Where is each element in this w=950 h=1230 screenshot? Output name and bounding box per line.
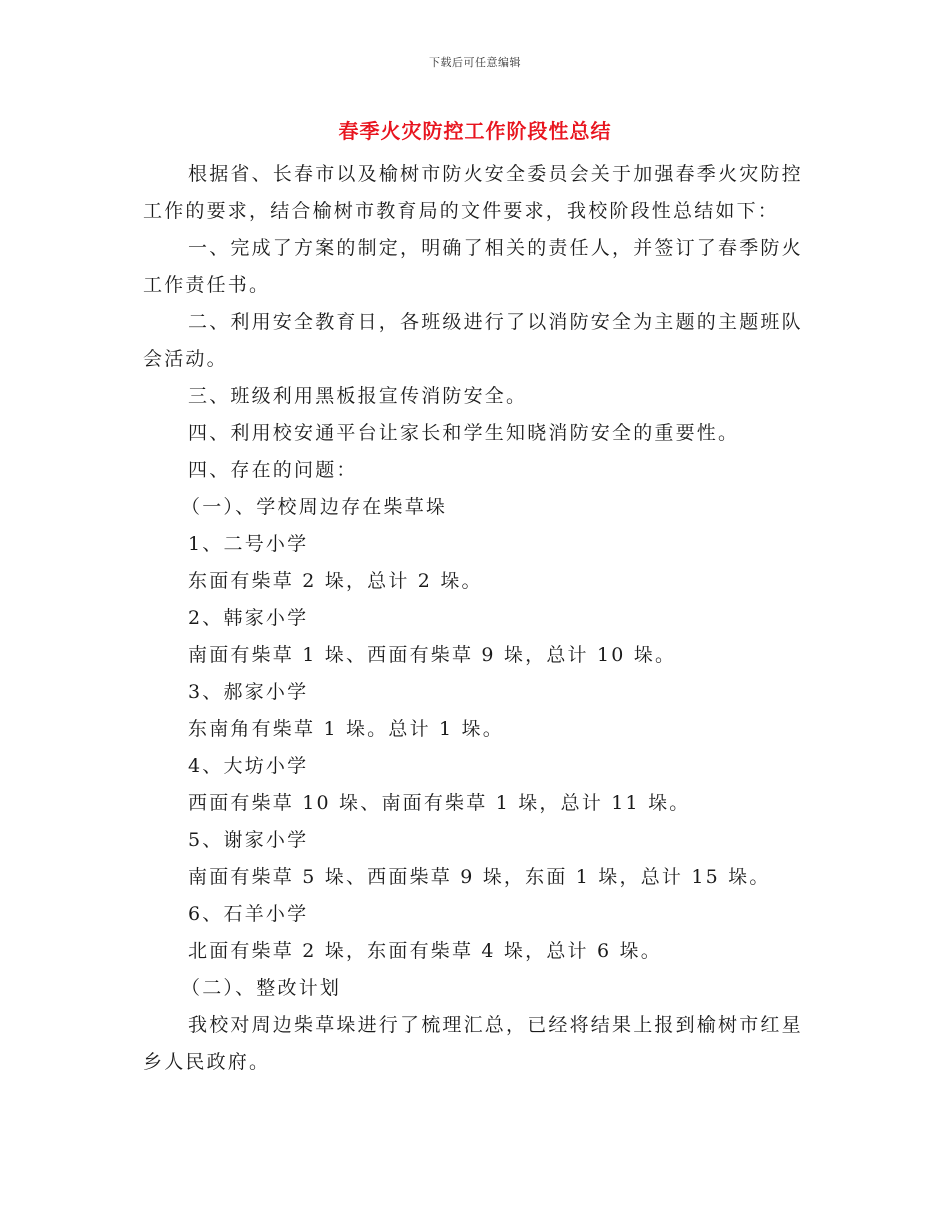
- document-title: 春季火灾防控工作阶段性总结: [338, 119, 612, 143]
- paragraph-conclusion: 我校对周边柴草垛进行了梳理汇总，已经将结果上报到榆树市红星乡人民政府。: [143, 1014, 803, 1073]
- list-item-detail-6: 北面有柴草 2 垛，东面有柴草 4 垛，总计 6 垛。: [188, 940, 662, 962]
- header-note: 下载后可任意编辑: [429, 56, 521, 69]
- list-item-detail-5: 南面有柴草 5 垛、西面柴草 9 垛，东面 1 垛，总计 15 垛。: [188, 866, 771, 888]
- paragraph-point-4: 四、利用校安通平台让家长和学生知晓消防安全的重要性。: [188, 422, 740, 444]
- list-item-detail-4: 西面有柴草 10 垛、南面有柴草 1 垛，总计 11 垛。: [188, 792, 691, 814]
- document-body: [143, 156, 808, 1081]
- list-item-school-6: 6、石羊小学: [188, 903, 309, 925]
- paragraph-point-3: 三、班级利用黑板报宣传消防安全。: [188, 385, 528, 407]
- list-item-school-3: 3、郝家小学: [188, 681, 309, 703]
- list-item-detail-2: 南面有柴草 1 垛、西面有柴草 9 垛，总计 10 垛。: [188, 644, 677, 666]
- list-item-detail-3: 东南角有柴草 1 垛。总计 1 垛。: [188, 718, 504, 740]
- paragraph-intro: 根据省、长春市以及榆树市防火安全委员会关于加强春季火灾防控工作的要求，结合榆树市教育局的文件要求，我校阶段性总结如下：: [143, 163, 803, 222]
- subsection-heading-rectification: （二）、整改计划: [181, 977, 342, 999]
- list-item-school-1: 1、二号小学: [188, 533, 309, 555]
- list-item-school-2: 2、韩家小学: [188, 607, 309, 629]
- section-heading-problems: 四、存在的问题：: [188, 459, 358, 481]
- list-item-detail-1: 东面有柴草 2 垛，总计 2 垛。: [188, 570, 483, 592]
- paragraph-point-1: 一、完成了方案的制定，明确了相关的责任人，并签订了春季防火工作责任书。: [143, 237, 803, 296]
- list-item-school-4: 4、大坊小学: [188, 755, 309, 777]
- subsection-heading-haystacks: （一）、学校周边存在柴草垛: [181, 496, 448, 518]
- paragraph-point-2: 二、利用安全教育日，各班级进行了以消防安全为主题的主题班队会活动。: [143, 311, 803, 370]
- list-item-school-5: 5、谢家小学: [188, 829, 309, 851]
